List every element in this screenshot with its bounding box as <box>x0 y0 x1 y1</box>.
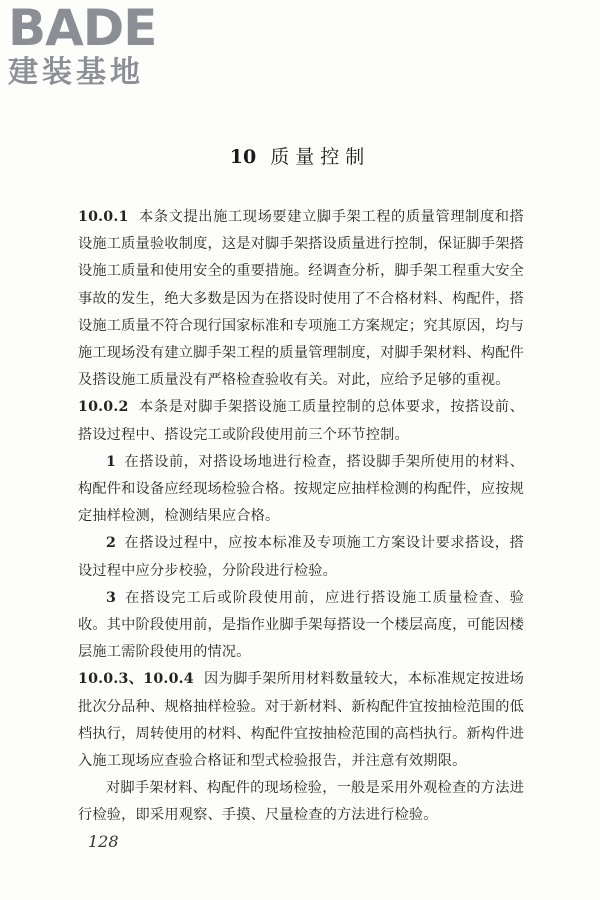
watermark-subtitle: 建装基地 <box>8 55 144 90</box>
page-title <box>0 142 600 172</box>
item-3 <box>78 585 524 667</box>
item-text: 在搭设完工后或阶段使用前，应进行搭设施工质量检查、验收。其中阶段使用前，是指作业脚手架每搭设一个楼层高度，可能因楼层施工需阶段使用的情况。 <box>78 589 525 661</box>
chapter-title: 质量控制 <box>270 146 371 168</box>
clause-text: 因为脚手架所用材料数量较大，本标准规定按进场批次分品种、规格抽样检验。对于新材料、新构配件宜按抽检范围的低档执行，周转使用的材料、构配件宜按抽检范围的高档执行。新构件进入施工现场应查验合格证和型式检验报告，并注意有效期限。 <box>78 671 525 770</box>
item-number: 1 <box>106 453 117 470</box>
clause-10-0-2 <box>78 394 524 448</box>
clause-number: 10.0.3、10.0.4 <box>78 671 194 688</box>
watermark-word: BADE <box>8 0 157 57</box>
item-text: 在搭设前，对搭设场地进行检查，搭设脚手架所使用的材料、构配件和设备应经现场检验合格。按规定应抽样检测的构配件，应按规定抽样检测，检测结果应合格。 <box>78 453 525 525</box>
paragraph-text: 对脚手架材料、构配件的现场检验，一般是采用外观检查的方法进行检验，即采用观察、手摸、尺量检查的方法进行检验。 <box>78 780 524 824</box>
chapter-number: 10 <box>229 146 257 168</box>
plain-paragraph <box>78 775 524 829</box>
clause-number: 10.0.2 <box>78 399 129 416</box>
item-1 <box>78 449 524 531</box>
item-text: 在搭设过程中，应按本标准及专项施工方案设计要求搭设，搭设过程中应分步校验，分阶段进行检验。 <box>78 535 524 579</box>
body-text <box>78 204 524 830</box>
clause-10-0-1 <box>78 204 524 394</box>
item-number: 3 <box>106 589 117 606</box>
item-2 <box>78 530 524 584</box>
clause-text: 本条是对脚手架搭设施工质量控制的总体要求，按搭设前、搭设过程中、搭设完工或阶段使用前三个环节控制。 <box>78 399 524 443</box>
clause-text: 本条文提出施工现场要建立脚手架工程的质量管理制度和搭设施工质量验收制度，这是对脚手架搭设质量进行控制，保证脚手架搭设施工质量和使用安全的重要措施。经调查分析，脚手架工程重大安全事故的发生，绝大多数是因为在搭设时使用了不合格材料、构配件，搭设施工质量不符合现行国家标准和专项施工方案规定；究其原因，均与施工现场没有建立脚手架工程的质量管理制度，对脚手架材料、构配件及搭设施工质量没有严格检查验收有关。对此，应给予足够的重视。 <box>78 209 525 389</box>
item-number: 2 <box>106 535 117 552</box>
clause-10-0-3-4 <box>78 666 524 775</box>
page-number: 128 <box>88 832 119 851</box>
clause-number: 10.0.1 <box>78 209 129 225</box>
watermark-logo <box>8 2 178 90</box>
